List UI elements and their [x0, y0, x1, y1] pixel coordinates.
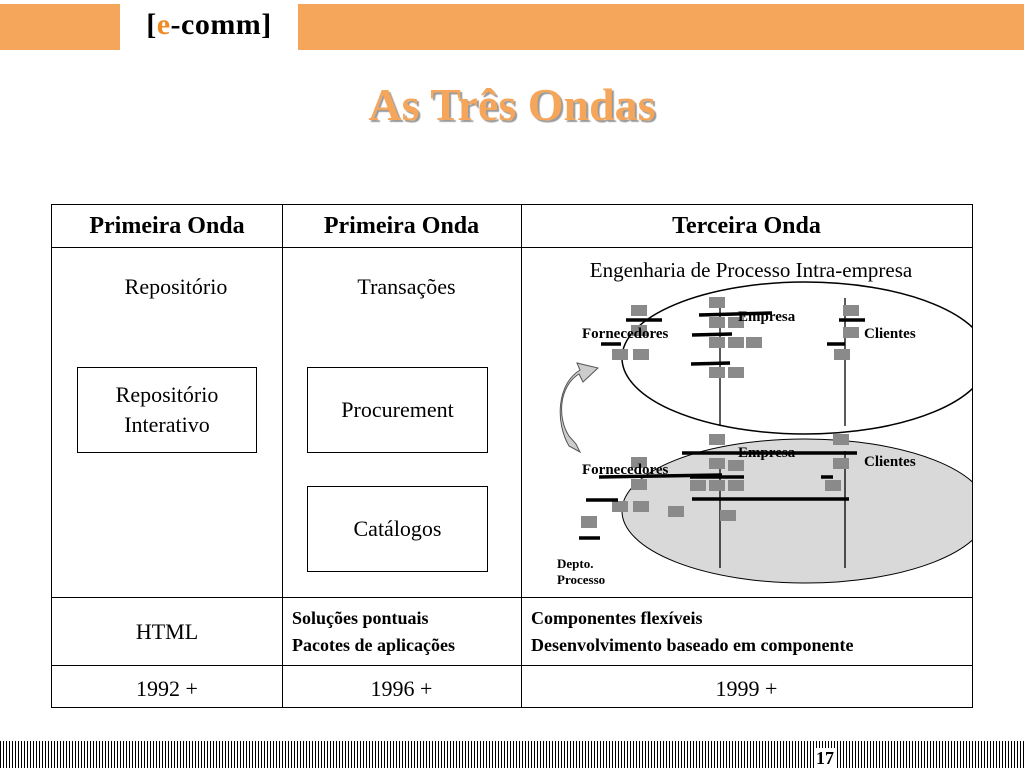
company-ellipse-top [622, 282, 972, 434]
top-clients-label: Clientes [864, 326, 916, 342]
process-line [692, 334, 732, 335]
row3-col3-line1: Componentes flexíveis [531, 608, 703, 628]
legend-dept-label: Depto. [557, 556, 594, 571]
dept-block [720, 510, 736, 521]
legend-dept-swatch [581, 516, 597, 528]
dept-block [709, 458, 725, 469]
dept-block [825, 480, 841, 491]
year-col3: 1999 + [715, 676, 778, 701]
row3-col2-line1: Soluções pontuais [292, 608, 429, 628]
row3-col2 [292, 605, 517, 659]
logo-e: e [156, 8, 171, 41]
bottom-clients-label: Clientes [864, 454, 916, 470]
dept-block [709, 480, 725, 491]
dept-block [709, 337, 725, 348]
repository-box-line2: Interativo [124, 412, 210, 437]
col3-label: Engenharia de Processo Intra-empresa [589, 258, 913, 282]
row3-col1: HTML [135, 619, 199, 644]
logo-text [120, 8, 298, 42]
dept-block [709, 317, 725, 328]
dept-block [728, 337, 744, 348]
logo-bracket: [ [146, 8, 157, 41]
dept-block [746, 337, 762, 348]
dept-block [633, 501, 649, 512]
dept-block [709, 297, 725, 308]
page-number: 17 [816, 748, 834, 768]
dept-block [843, 305, 859, 316]
footer-barcode-strip [0, 741, 1024, 768]
procurement-box: Procurement [307, 367, 488, 453]
col1-label: Repositório [124, 274, 228, 299]
dept-block [668, 506, 684, 517]
bottom-suppliers-label: Fornecedores [582, 462, 669, 478]
top-company-label: Empresa [738, 309, 796, 325]
header-col2: Primeira Onda [323, 213, 480, 239]
logo [120, 0, 298, 50]
repository-box-line1: Repositório [115, 382, 219, 407]
year-col2: 1996 + [370, 676, 433, 701]
dept-block [709, 367, 725, 378]
header-col3: Terceira Onda [672, 213, 821, 239]
process-line [691, 363, 730, 364]
slide-title: As Três Ondas [368, 79, 656, 130]
header-col1: Primeira Onda [89, 213, 245, 239]
row-divider [52, 665, 972, 666]
dept-block [612, 501, 628, 512]
row3-col3-line2: Desenvolvimento baseado em componente [531, 635, 854, 655]
row3-col2-line2: Pacotes de aplicações [292, 635, 455, 655]
waves-table [51, 204, 973, 708]
repository-box [77, 367, 257, 453]
dept-block [728, 367, 744, 378]
dept-block [834, 349, 850, 360]
dept-block [833, 434, 849, 445]
dept-block [709, 434, 725, 445]
dept-block [843, 327, 859, 338]
dept-block [612, 349, 628, 360]
bottom-company-label: Empresa [738, 445, 796, 461]
dept-block [690, 480, 706, 491]
top-suppliers-label: Fornecedores [582, 326, 669, 342]
catalog-box: Catálogos [307, 486, 488, 572]
dept-block [728, 480, 744, 491]
dept-block [833, 458, 849, 469]
process-diagram [522, 248, 972, 593]
transition-arrow [560, 363, 598, 452]
row-divider [52, 597, 972, 598]
row3-col3 [531, 605, 971, 659]
year-col1: 1992 + [136, 676, 198, 701]
dept-block [633, 349, 649, 360]
dept-block [631, 305, 647, 316]
col2-label: Transações [357, 274, 456, 299]
logo-rest: -comm] [170, 8, 272, 41]
dept-block [631, 479, 647, 490]
legend-process-label: Processo [557, 572, 606, 587]
